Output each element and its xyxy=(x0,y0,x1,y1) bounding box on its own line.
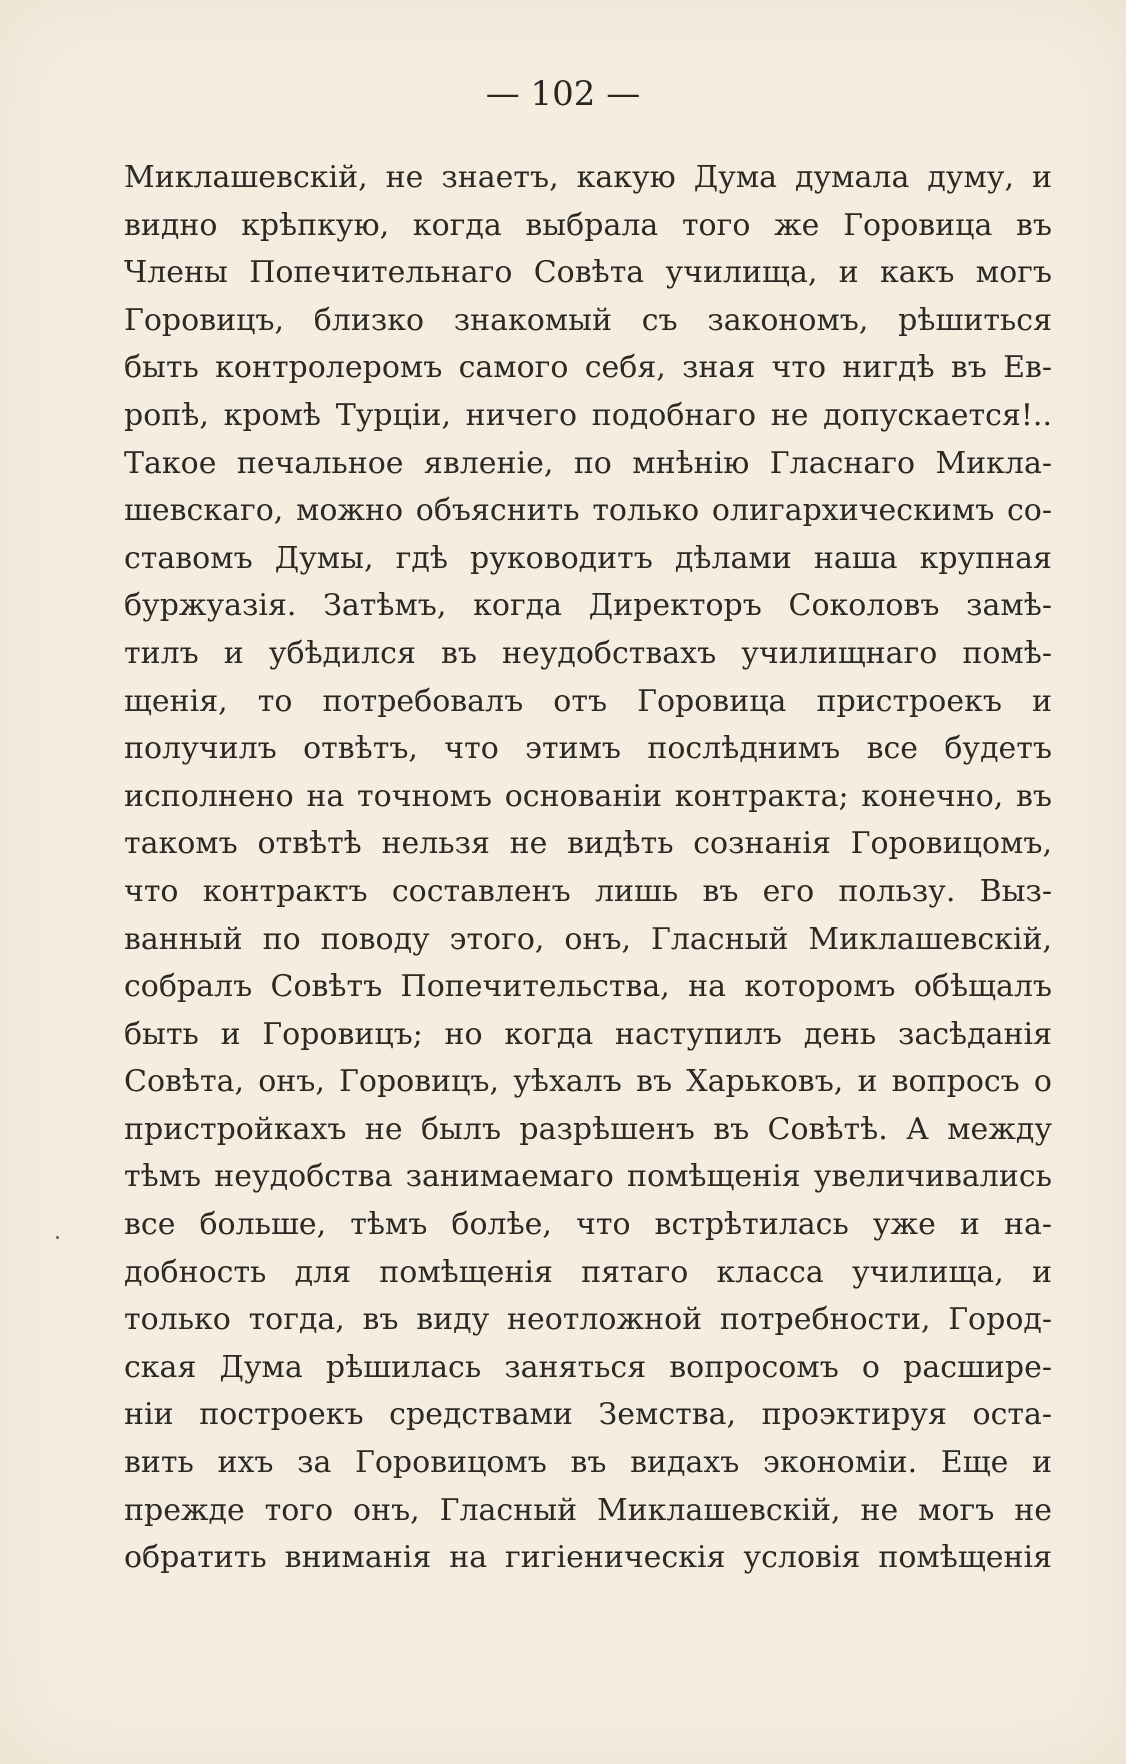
text-line: Такое печальное явленіе, по мнѣнію Гласнаго Микла- xyxy=(124,445,1052,481)
text-line: только тогда, въ виду неотложной потребности, Город- xyxy=(124,1302,1052,1338)
text-line: буржуазія. Затѣмъ, когда Директоръ Соколовъ замѣ- xyxy=(124,588,1052,624)
page-text xyxy=(124,154,1052,1582)
text-line: Члены Попечительнаго Совѣта училища, и какъ могъ xyxy=(124,255,1052,291)
text-line: Горовицъ, близко знакомый съ закономъ, рѣшиться xyxy=(124,302,1052,338)
text-line: быть и Горовицъ; но когда наступилъ день засѣданія xyxy=(124,1016,1052,1052)
text-line: обратить вниманія на гигіеническія условія помѣщенія xyxy=(124,1540,1052,1576)
text-line: ская Дума рѣшилась заняться вопросомъ о расшире- xyxy=(124,1349,1052,1385)
text-line: ставомъ Думы, гдѣ руководитъ дѣлами наша крупная xyxy=(124,540,1052,576)
text-line: добность для помѣщенія пятаго класса училища, и xyxy=(124,1254,1052,1290)
text-line: быть контролеромъ самого себя, зная что нигдѣ въ Ев- xyxy=(124,350,1052,386)
text-line: ропѣ, кромѣ Турціи, ничего подобнаго не допускается!.. xyxy=(124,397,1052,433)
text-line: тѣмъ неудобства занимаемаго помѣщенія увеличивались xyxy=(124,1159,1052,1195)
text-line: что контрактъ составленъ лишь въ его пользу. Выз- xyxy=(124,873,1052,909)
text-line: исполнено на точномъ основаніи контракта; конечно, въ xyxy=(124,778,1052,814)
text-line: шевскаго, можно объяснить только олигархическимъ со- xyxy=(124,493,1052,529)
text-line: вить ихъ за Горовицомъ въ видахъ экономіи. Еще и xyxy=(124,1445,1052,1481)
text-line: получилъ отвѣтъ, что этимъ послѣднимъ все будетъ xyxy=(124,731,1052,767)
page-number: — 102 — xyxy=(485,74,641,114)
text-line: ванный по поводу этого, онъ, Гласный Миклашевскій, xyxy=(124,921,1052,957)
text-line: ніи построекъ средствами Земства, проэктируя оста- xyxy=(124,1397,1052,1433)
text-line: Совѣта, онъ, Горовицъ, уѣхалъ въ Харьковъ, и вопросъ о xyxy=(124,1064,1052,1100)
text-line: прежде того онъ, Гласный Миклашевскій, не могъ не xyxy=(124,1492,1052,1528)
text-line: собралъ Совѣтъ Попечительства, на которомъ обѣщалъ xyxy=(124,969,1052,1005)
text-line: все больше, тѣмъ болѣе, что встрѣтилась уже и на- xyxy=(124,1207,1052,1243)
text-line: пристройкахъ не былъ разрѣшенъ въ Совѣтѣ. А между xyxy=(124,1111,1052,1147)
text-line: видно крѣпкую, когда выбрала того же Горовица въ xyxy=(124,207,1052,243)
text-line: тилъ и убѣдился въ неудобствахъ училищнаго помѣ- xyxy=(124,635,1052,671)
text-line: Миклашевскій, не знаетъ, какую Дума думала думу, и xyxy=(124,160,1052,195)
text-line: такомъ отвѣтѣ нельзя не видѣть сознанія Горовицомъ, xyxy=(124,826,1052,862)
paper-speck xyxy=(56,1236,59,1239)
text-line: щенія, то потребовалъ отъ Горовица пристроекъ и xyxy=(124,683,1052,719)
